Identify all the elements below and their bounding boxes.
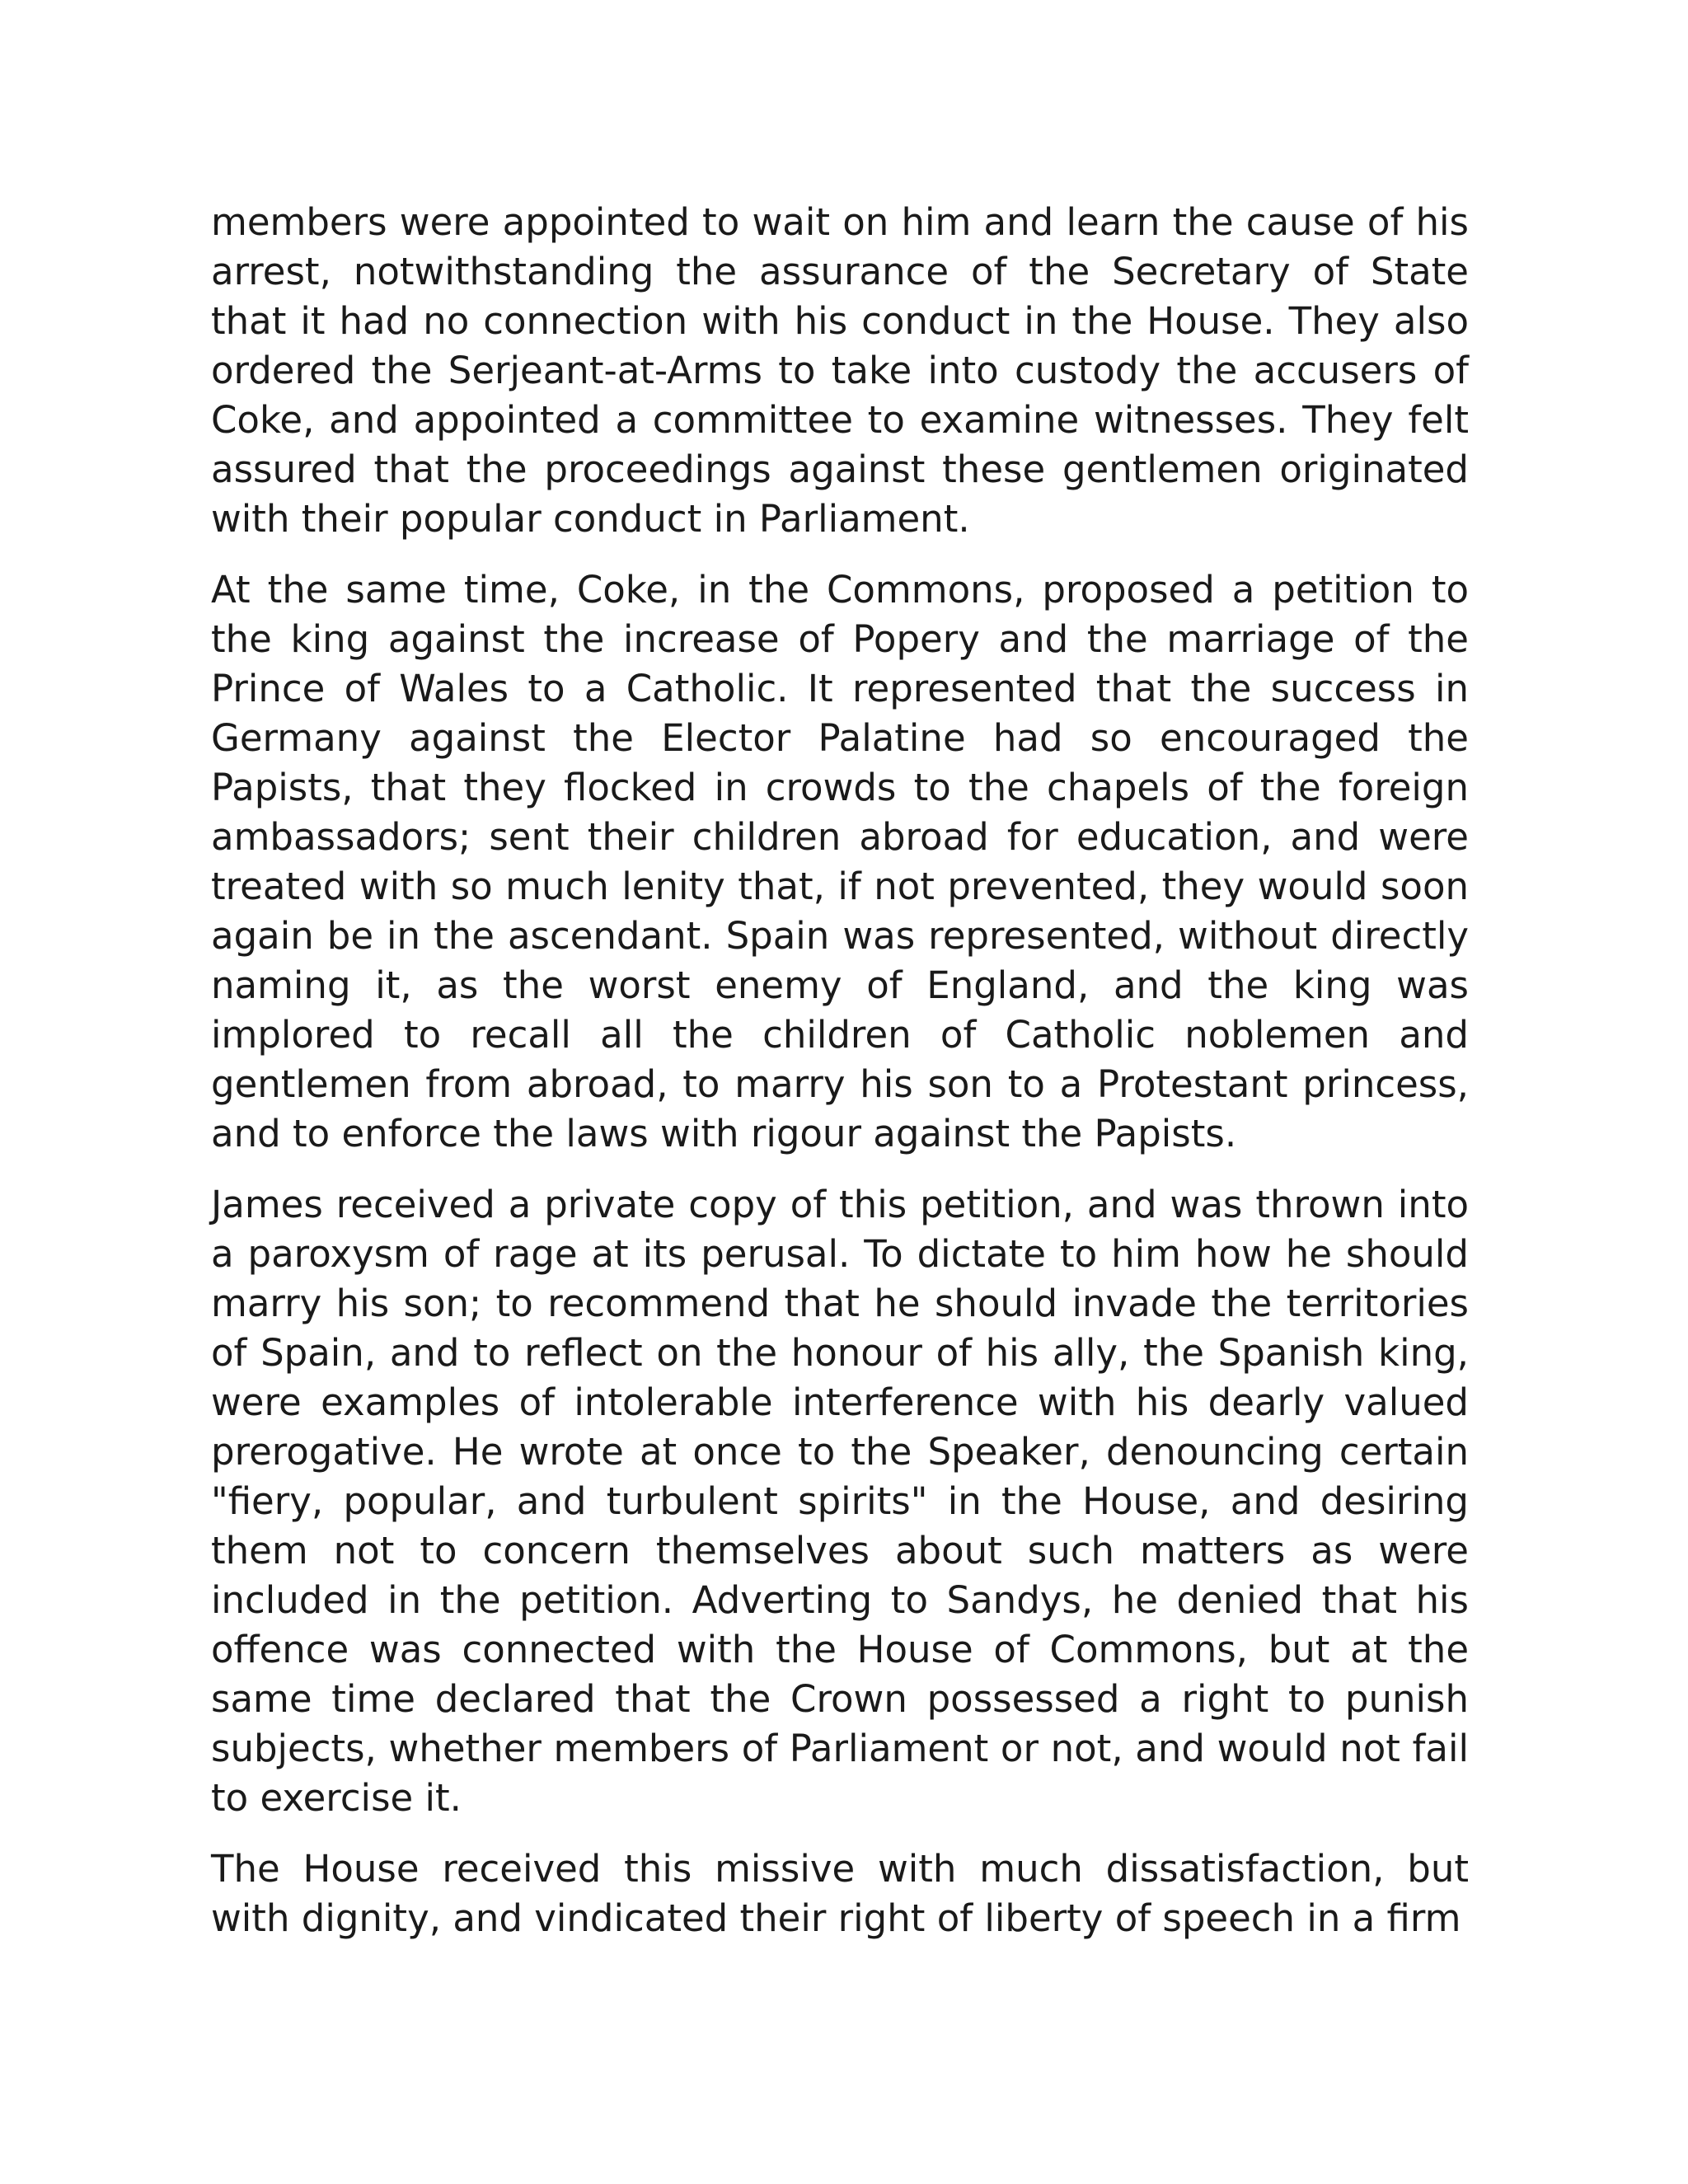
paragraph: members were appointed to wait on him and learn the cause of his arrest, notwithstanding the assurance of the Secretary of State that it had no connection with his conduct in the House. They also ordered the Serjeant-at-Arms to take into custody the accusers of Coke, and appointed a committee to examine witnesses. They felt assured that the proceedings against these gentlemen originated with their popular conduct in Parliament. (211, 200, 1469, 541)
body-text (211, 198, 1469, 1965)
paragraph: James received a private copy of this petition, and was thrown into a paroxysm of rage at its perusal. To dictate to him how he should marry his son; to recommend that he should invade the territories of Spain, and to reflect on the honour of his ally, the Spanish king, were examples of intolerable interference with his dearly valued prerogative. He wrote at once to the Speaker, denouncing certain "fiery, popular, and turbulent spirits" in the House, and desiring them not to concern themselves about such matters as were included in the petition. Adverting to Sandys, he denied that his offence was connected with the House of Commons, but at the same time declared that the Crown possessed a right to punish subjects, whether members of Parliament or not, and would not fail to exercise it. (211, 1183, 1469, 1820)
paragraph: At the same time, Coke, in the Commons, proposed a petition to the king against the increase of Popery and the marriage of the Prince of Wales to a Catholic. It represented that the success in Germany against the Elector Palatine had so encouraged the Papists, that they flocked in crowds to the chapels of the foreign ambassadors; sent their children abroad for education, and were treated with so much lenity that, if not prevented, they would soon again be in the ascendant. Spain was represented, without directly naming it, as the worst enemy of England, and the king was implored to recall all the children of Catholic noblemen and gentlemen from abroad, to marry his son to a Protestant princess, and to enforce the laws with rigour against the Papists. (211, 568, 1469, 1155)
paragraph: The House received this missive with much dissatisfaction, but with dignity, and vindicated their right of liberty of speech in a firm (211, 1847, 1469, 1940)
